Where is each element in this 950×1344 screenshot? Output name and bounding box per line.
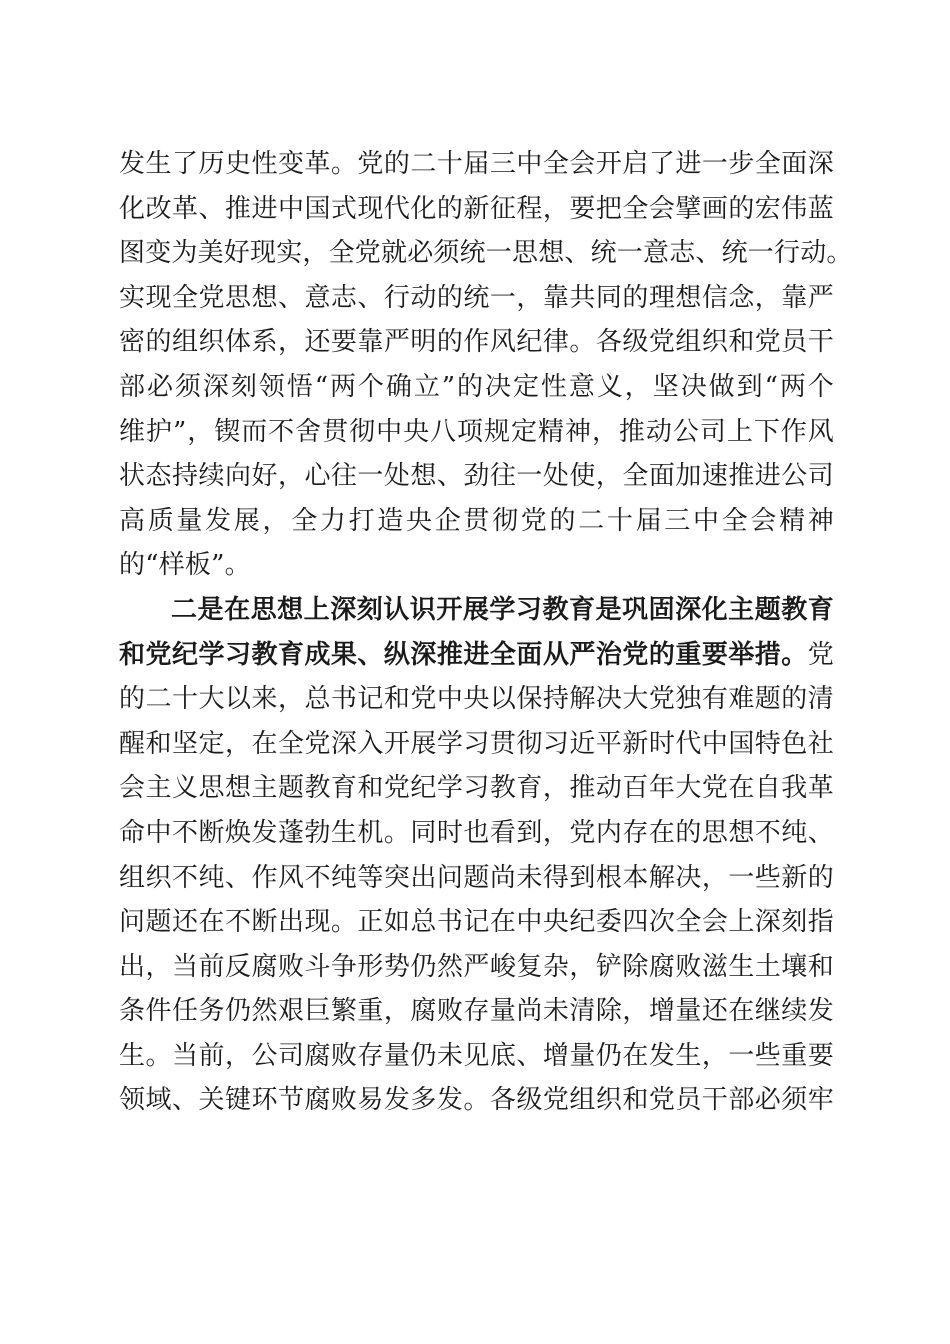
text-line: 高质量发展，全力打造央企贯彻党的二十届三中全会精神	[119, 505, 834, 536]
text-line: 的“样板”。	[119, 550, 251, 581]
text-line: 图变为美好现实，全党就必须统一思想、统一意志、统一行动。	[119, 238, 853, 269]
text-line: 化改革、推进中国式现代化的新征程，要把全会擘画的宏伟蓝	[119, 193, 834, 224]
bold-heading-line: 和党纪学习教育成果、纵深推进全面从严治党的重要举措。	[119, 639, 808, 670]
text-line: 问题还在不断出现。正如总书记在中央纪委四次全会上深刻指	[119, 907, 834, 938]
text-line: 密的组织体系，还要靠严明的作风纪律。各级党组织和党员干	[119, 327, 834, 358]
text-line: 出，当前反腐败斗争形势仍然严峻复杂，铲除腐败滋生土壤和	[119, 951, 834, 982]
text-line: 醒和坚定，在全党深入开展学习贯彻习近平新时代中国特色社	[119, 728, 834, 759]
text-line: 部必须深刻领悟“两个确立”的决定性意义，坚决做到“两个	[119, 371, 834, 402]
text-line: 命中不断焕发蓬勃生机。同时也看到，党内存在的思想不纯、	[119, 817, 834, 848]
text-line: 生。当前，公司腐败存量仍未见底、增量仍在发生，一些重要	[119, 1040, 834, 1071]
text-line: 实现全党思想、意志、行动的统一，靠共同的理想信念，靠严	[119, 282, 834, 313]
text-line: 维护”，锲而不舍贯彻中央八项规定精神，推动公司上下作风	[119, 416, 834, 447]
text-fragment: 党	[807, 639, 834, 670]
paragraph-2	[119, 588, 834, 1123]
text-line: 状态持续向好，心往一处想、劲往一处使，全面加速推进公司	[119, 461, 834, 492]
text-line: 发生了历史性变革。党的二十届三中全会开启了进一步全面深	[119, 149, 834, 179]
text-line: 的二十大以来，总书记和党中央以保持解决大党独有难题的清	[119, 684, 834, 715]
text-line: 领域、关键环节腐败易发多发。各级党组织和党员干部必须牢	[119, 1085, 834, 1116]
bold-heading-line: 二是在思想上深刻认识开展学习教育是巩固深化主题教育	[171, 594, 834, 625]
paragraph-1	[119, 142, 853, 588]
text-line-mixed	[119, 633, 834, 678]
text-line: 组织不纯、作风不纯等突出问题尚未得到根本解决，一些新的	[119, 862, 834, 893]
body-text	[119, 142, 853, 1123]
text-line: 条件任务仍然艰巨繁重，腐败存量尚未清除，增量还在继续发	[119, 996, 834, 1027]
text-line: 会主义思想主题教育和党纪学习教育，推动百年大党在自我革	[119, 773, 834, 804]
